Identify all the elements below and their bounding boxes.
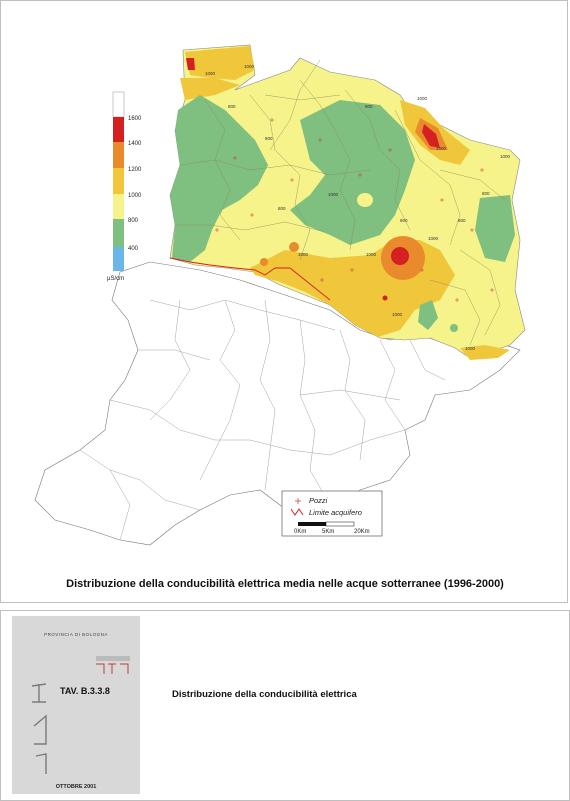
isoline-label: 1000 [366,252,377,257]
sheet-title: Distribuzione della conducibilità elettrica [172,689,357,700]
isoline-label: 1000 [436,146,447,151]
hotspot-small-1 [289,242,299,252]
scale-label-0: 0Km [294,529,307,535]
isoline-label: 1000 [298,252,309,257]
conductivity-scale [107,92,142,282]
isoline-label: 800 [228,104,236,109]
yellow-island [357,193,373,207]
province-label: PROVINCIA DI BOLOGNA [44,632,108,637]
hotspot-1600-center [391,247,409,265]
isoline-label: 800 [365,104,373,109]
isoline-label: 1000 [392,312,403,317]
report-cover-thumbnail [12,616,140,794]
scale-swatch-800 [113,219,124,247]
scale-swatch-1000 [113,194,124,219]
legend-wells-label: Pozzi [309,496,328,505]
hotspot-small-3 [383,296,388,301]
isoline-label: 1000 [244,64,255,69]
isoline-label: 1000 [465,346,476,351]
orange-band-nw [185,46,255,80]
table-number: TAV. B.3.3.8 [60,686,110,696]
hotspot-small-2 [260,258,268,266]
scale-label-20: 20Km [354,529,370,535]
map-legend [282,491,382,536]
isoline-label: 1000 [500,154,511,159]
isoline-label: 800 [400,218,408,223]
map-caption: Distribuzione della conducibilità elettrica media nelle acque sotterranee (1996-2000) [66,578,504,590]
scale-swatch-1600 [113,117,124,142]
isoline-label: 800 [458,218,466,223]
scale-tick: 1400 [128,141,142,147]
scale-bar-black [298,522,326,526]
scale-label-5: 5Km [322,529,335,535]
cover-logo-icon [12,616,140,776]
isoline-label: 1000 [417,96,428,101]
scale-swatch-1400 [113,142,124,168]
scale-tick: 1600 [128,116,142,122]
scale-swatch-400 [113,247,124,271]
scale-tick: 800 [128,218,139,224]
cover-date: OTTOBRE 2001 [55,784,97,790]
isoline-label: 800 [482,191,490,196]
isoline-label: 1000 [328,192,339,197]
isoline-label: 800 [278,206,286,211]
scale-tick: 400 [128,246,139,252]
scale-unit: µS/cm [107,276,125,282]
isoline-label: 1000 [205,71,216,76]
legend-aquifer-label: Limite acquifero [309,508,362,517]
scale-tick: 1200 [128,167,142,173]
scale-swatch-1200 [113,168,124,194]
scale-bar-white [326,522,354,526]
isoline-label: 1000 [428,236,439,241]
scale-tick: 1000 [128,193,142,199]
green-zone-south-2 [450,324,458,332]
isoline-label: 800 [265,136,273,141]
